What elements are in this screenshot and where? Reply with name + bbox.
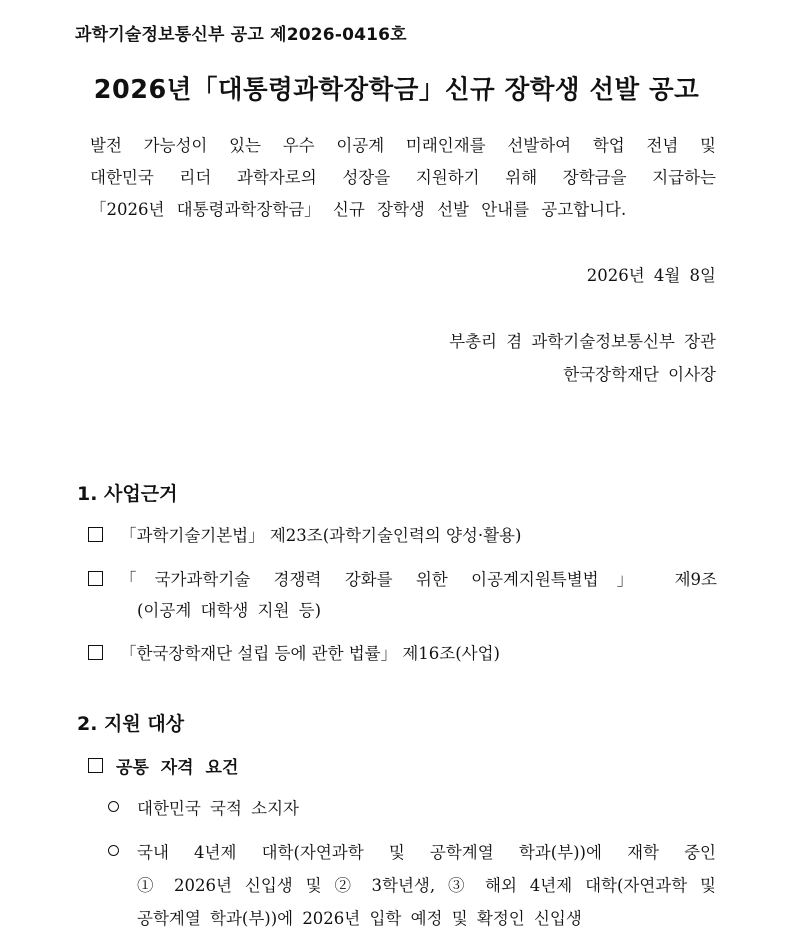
- eligibility-subheading: 공통 자격 요건: [116, 758, 239, 778]
- signatory-foundation: 한국장학재단 이사장: [563, 365, 716, 384]
- eligibility-bullet-continuation: 공학계열 학과(부))에 2026년 입학 예정 및 확정인 신입생: [137, 909, 582, 928]
- legal-basis-item: 「과학기술기본법」 제23조(과학기술인력의 양성·활용): [120, 526, 522, 545]
- section-title-eligibility: 2. 지원 대상: [77, 713, 185, 735]
- legal-basis-item-continuation: (이공계 대학생 지원 등): [137, 601, 322, 620]
- eligibility-bullet: 대한민국 국적 소지자: [137, 799, 299, 818]
- intro-line: 대한민국 리더 과학자로의 성장을 지원하기 위해 장학금을 지급하는: [90, 168, 716, 187]
- section-title-legal-basis: 1. 사업근거: [77, 483, 178, 505]
- signatory-minister: 부총리 겸 과학기술정보통신부 장관: [449, 332, 716, 351]
- checkbox-bullet-icon: [88, 527, 103, 542]
- page-title: 2026년「대통령과학장학금」신규 장학생 선발 공고: [93, 75, 700, 105]
- intro-line: 「2026년 대통령과학장학금」 신규 장학생 선발 안내를 공고합니다.: [90, 200, 627, 219]
- notice-date: 2026년 4월 8일: [586, 266, 716, 285]
- notice-number: 과학기술정보통신부 공고 제2026-0416호: [75, 25, 407, 45]
- eligibility-bullet: 국내 4년제 대학(자연과학 및 공학계열 학과(부))에 재학 중인: [137, 843, 716, 862]
- intro-paragraph: [90, 130, 716, 226]
- checkbox-bullet-icon: [88, 571, 103, 586]
- intro-line: 발전 가능성이 있는 우수 이공계 미래인재를 선발하여 학업 전념 및: [90, 136, 716, 155]
- circle-bullet-icon: [108, 845, 119, 856]
- circle-bullet-icon: [108, 801, 119, 812]
- checkbox-bullet-icon: [88, 645, 103, 660]
- legal-basis-item: 「한국장학재단 설립 등에 관한 법률」 제16조(사업): [120, 644, 500, 663]
- checkbox-bullet-icon: [88, 758, 103, 773]
- legal-basis-item: 「국가과학기술 경쟁력 강화를 위한 이공계지원특별법」 제9조: [120, 570, 717, 589]
- eligibility-bullet-continuation: ① 2026년 신입생 및 ② 3학년생, ③ 해외 4년제 대학(자연과학 및: [137, 876, 716, 895]
